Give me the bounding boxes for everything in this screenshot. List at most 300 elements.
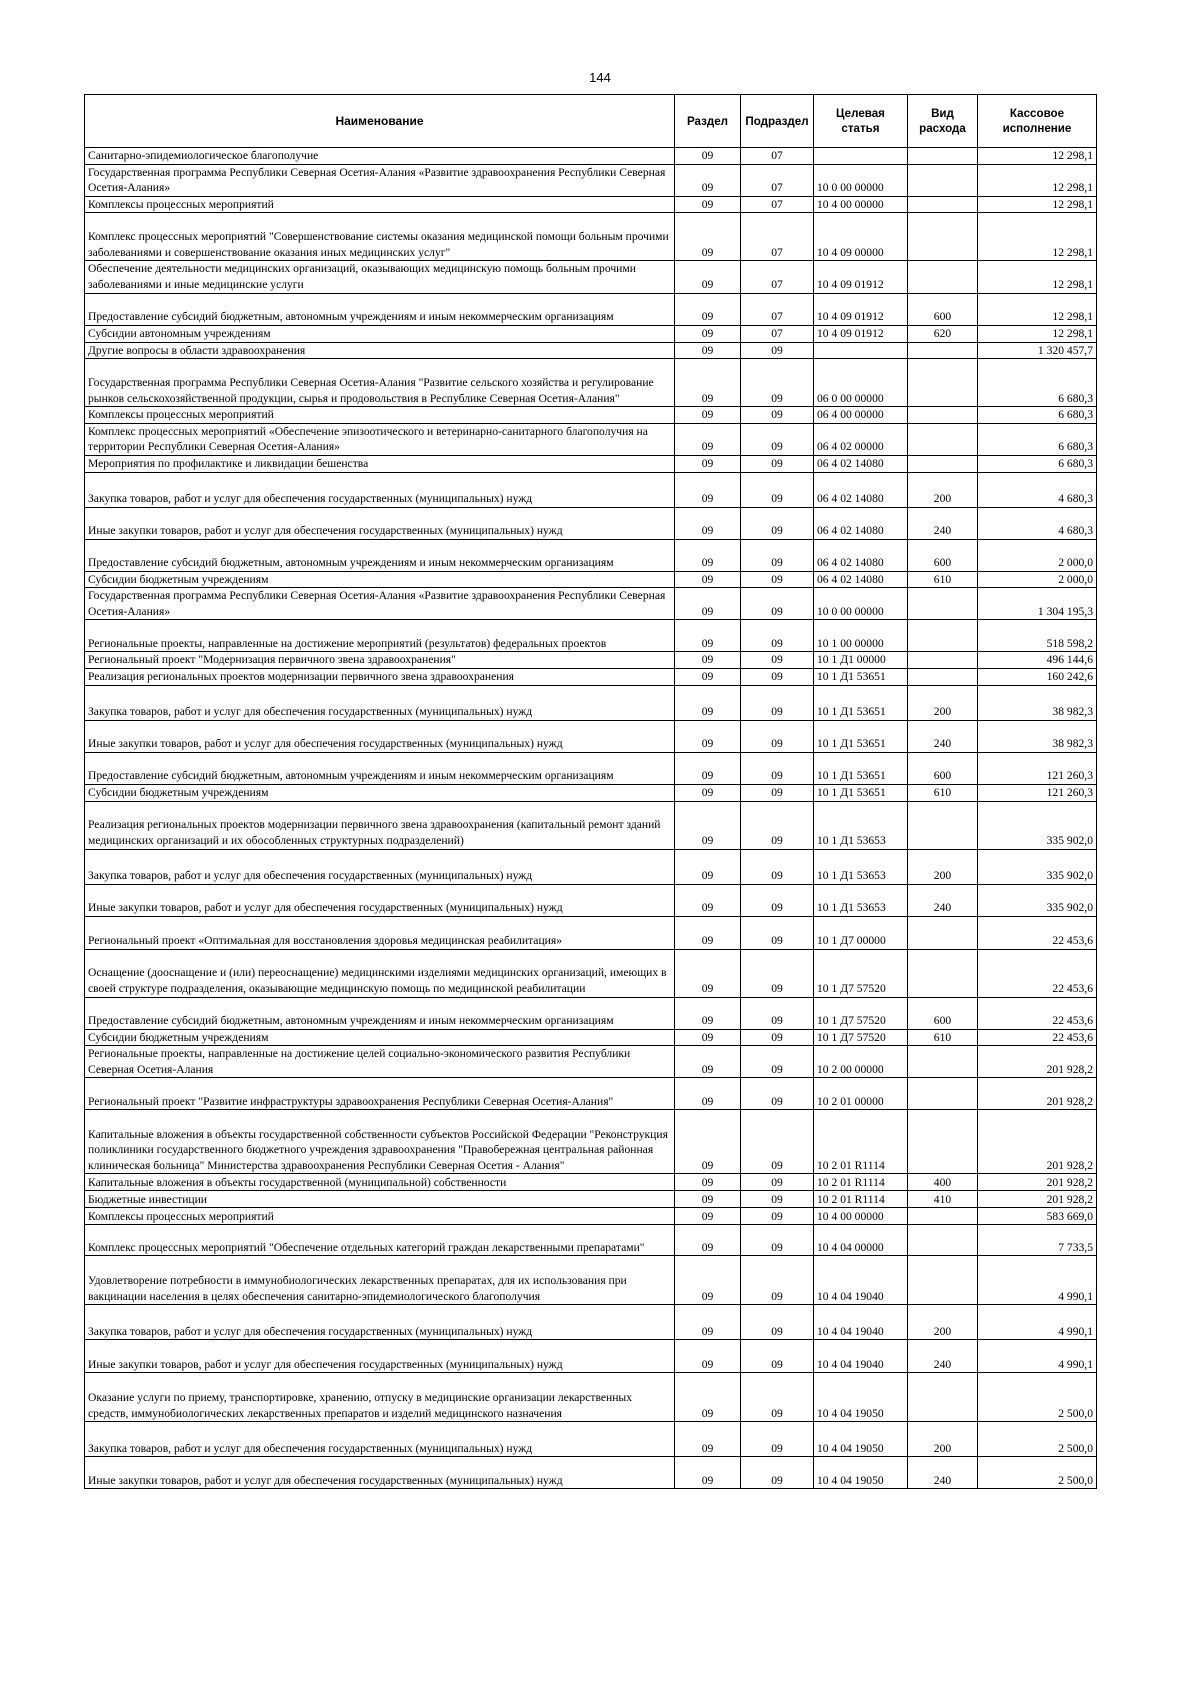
row-amount-cell: 2 500,0 bbox=[978, 1373, 1097, 1422]
row-expense-type-cell bbox=[908, 407, 978, 424]
table-row bbox=[85, 342, 1097, 359]
table-row bbox=[85, 1422, 1097, 1457]
table-row bbox=[85, 1457, 1097, 1489]
row-subsection-cell: 09 bbox=[741, 1225, 814, 1256]
table-row bbox=[85, 472, 1097, 507]
row-section-cell: 09 bbox=[675, 359, 741, 407]
row-expense-type-cell: 240 bbox=[908, 1340, 978, 1373]
row-section-cell: 09 bbox=[675, 849, 741, 884]
row-target-cell: 10 4 04 19050 bbox=[814, 1373, 908, 1422]
row-target-cell bbox=[814, 148, 908, 165]
row-expense-type-cell bbox=[908, 423, 978, 455]
row-name-cell: Капитальные вложения в объекты государственной собственности субъектов Российской Федерации "Реконструкция поликлиники государственного бюджетного учреждения здравоохранения "Правобережная центральная районная клиническая больница" Министерства здравоохранения Республики Северная Осетия - Алания" bbox=[85, 1110, 675, 1174]
row-target-cell: 10 1 Д7 57520 bbox=[814, 1029, 908, 1046]
row-subsection-cell: 07 bbox=[741, 196, 814, 213]
row-name-cell: Бюджетные инвестиции bbox=[85, 1191, 675, 1208]
table-row bbox=[85, 720, 1097, 752]
row-target-cell: 10 4 04 19040 bbox=[814, 1340, 908, 1373]
row-target-cell: 10 4 09 01912 bbox=[814, 261, 908, 293]
row-name-cell: Удовлетворение потребности в иммунобиологических лекарственных препаратах, для их использования при вакцинации населения в целях обеспечения санитарно-эпидемиологического благополучия bbox=[85, 1256, 675, 1305]
row-expense-type-cell bbox=[908, 213, 978, 261]
row-amount-cell: 121 260,3 bbox=[978, 784, 1097, 801]
row-section-cell: 09 bbox=[675, 325, 741, 342]
row-subsection-cell: 09 bbox=[741, 342, 814, 359]
row-section-cell: 09 bbox=[675, 423, 741, 455]
table-row bbox=[85, 261, 1097, 293]
table-row bbox=[85, 1046, 1097, 1078]
row-name-cell: Предоставление субсидий бюджетным, автономным учреждениям и иным некоммерческим организациям bbox=[85, 539, 675, 571]
row-amount-cell: 4 990,1 bbox=[978, 1340, 1097, 1373]
table-row bbox=[85, 668, 1097, 685]
row-section-cell: 09 bbox=[675, 148, 741, 165]
row-expense-type-cell bbox=[908, 916, 978, 949]
row-name-cell: Региональные проекты, направленные на достижение мероприятий (результатов) федеральных проектов bbox=[85, 620, 675, 652]
table-row bbox=[85, 213, 1097, 261]
row-subsection-cell: 09 bbox=[741, 472, 814, 507]
row-subsection-cell: 09 bbox=[741, 1191, 814, 1208]
row-name-cell: Региональный проект "Модернизация первичного звена здравоохранения" bbox=[85, 652, 675, 669]
row-amount-cell: 6 680,3 bbox=[978, 359, 1097, 407]
table-row bbox=[85, 423, 1097, 455]
row-name-cell: Субсидии автономным учреждениям bbox=[85, 325, 675, 342]
row-section-cell: 09 bbox=[675, 455, 741, 472]
table-row bbox=[85, 1191, 1097, 1208]
row-amount-cell: 335 902,0 bbox=[978, 801, 1097, 849]
row-name-cell: Комплекс процессных мероприятий «Обеспечение эпизоотического и ветеринарно-санитарного благополучия на территории Республики Северная Осетия-Алания» bbox=[85, 423, 675, 455]
row-section-cell: 09 bbox=[675, 293, 741, 325]
row-subsection-cell: 09 bbox=[741, 685, 814, 720]
row-subsection-cell: 09 bbox=[741, 668, 814, 685]
row-subsection-cell: 09 bbox=[741, 1340, 814, 1373]
row-expense-type-cell bbox=[908, 801, 978, 849]
row-subsection-cell: 07 bbox=[741, 261, 814, 293]
row-target-cell: 10 4 04 19050 bbox=[814, 1457, 908, 1489]
row-target-cell: 10 1 Д1 53651 bbox=[814, 685, 908, 720]
budget-execution-table bbox=[84, 94, 1097, 1489]
row-amount-cell: 6 680,3 bbox=[978, 423, 1097, 455]
row-subsection-cell: 07 bbox=[741, 148, 814, 165]
row-section-cell: 09 bbox=[675, 620, 741, 652]
row-target-cell: 06 4 02 14080 bbox=[814, 455, 908, 472]
row-name-cell: Региональные проекты, направленные на достижение целей социально-экономического развития Республики Северная Осетия-Алания bbox=[85, 1046, 675, 1078]
row-amount-cell: 22 453,6 bbox=[978, 997, 1097, 1029]
row-expense-type-cell bbox=[908, 949, 978, 997]
row-target-cell: 06 4 02 14080 bbox=[814, 539, 908, 571]
table-row bbox=[85, 685, 1097, 720]
row-name-cell: Комплекс процессных мероприятий "Совершенствование системы оказания медицинской помощи больным прочими заболеваниями и совершенствование оказания иных медицинских услуг" bbox=[85, 213, 675, 261]
row-amount-cell: 335 902,0 bbox=[978, 849, 1097, 884]
table-row bbox=[85, 784, 1097, 801]
table-row bbox=[85, 849, 1097, 884]
row-expense-type-cell: 600 bbox=[908, 752, 978, 784]
row-name-cell: Другие вопросы в области здравоохранения bbox=[85, 342, 675, 359]
row-name-cell: Иные закупки товаров, работ и услуг для обеспечения государственных (муниципальных) нужд bbox=[85, 720, 675, 752]
row-section-cell: 09 bbox=[675, 1225, 741, 1256]
row-amount-cell: 12 298,1 bbox=[978, 293, 1097, 325]
row-subsection-cell: 09 bbox=[741, 784, 814, 801]
row-expense-type-cell: 200 bbox=[908, 1305, 978, 1340]
row-amount-cell: 201 928,2 bbox=[978, 1046, 1097, 1078]
row-name-cell: Санитарно-эпидемиологическое благополучие bbox=[85, 148, 675, 165]
row-subsection-cell: 09 bbox=[741, 1110, 814, 1174]
row-section-cell: 09 bbox=[675, 1305, 741, 1340]
row-expense-type-cell bbox=[908, 652, 978, 669]
row-name-cell: Закупка товаров, работ и услуг для обеспечения государственных (муниципальных) нужд bbox=[85, 849, 675, 884]
row-target-cell: 10 0 00 00000 bbox=[814, 164, 908, 196]
row-section-cell: 09 bbox=[675, 1191, 741, 1208]
row-section-cell: 09 bbox=[675, 507, 741, 539]
row-amount-cell: 2 500,0 bbox=[978, 1422, 1097, 1457]
table-row bbox=[85, 620, 1097, 652]
table-row bbox=[85, 1340, 1097, 1373]
row-name-cell: Субсидии бюджетным учреждениям bbox=[85, 1029, 675, 1046]
row-expense-type-cell bbox=[908, 455, 978, 472]
row-expense-type-cell: 410 bbox=[908, 1191, 978, 1208]
table-row bbox=[85, 1174, 1097, 1191]
row-subsection-cell: 09 bbox=[741, 1256, 814, 1305]
row-amount-cell: 2 000,0 bbox=[978, 539, 1097, 571]
row-target-cell: 06 4 00 00000 bbox=[814, 407, 908, 424]
row-target-cell: 10 4 04 19040 bbox=[814, 1256, 908, 1305]
row-target-cell: 10 1 Д1 53653 bbox=[814, 884, 908, 916]
row-target-cell bbox=[814, 342, 908, 359]
row-target-cell: 10 1 Д1 53651 bbox=[814, 784, 908, 801]
row-name-cell: Иные закупки товаров, работ и услуг для обеспечения государственных (муниципальных) нужд bbox=[85, 1340, 675, 1373]
row-target-cell: 10 1 Д1 53651 bbox=[814, 668, 908, 685]
row-target-cell: 10 2 00 00000 bbox=[814, 1046, 908, 1078]
row-section-cell: 09 bbox=[675, 916, 741, 949]
row-amount-cell: 1 304 195,3 bbox=[978, 588, 1097, 620]
row-amount-cell: 121 260,3 bbox=[978, 752, 1097, 784]
table-row bbox=[85, 196, 1097, 213]
row-target-cell: 10 2 01 R1114 bbox=[814, 1191, 908, 1208]
row-expense-type-cell bbox=[908, 1373, 978, 1422]
row-subsection-cell: 09 bbox=[741, 539, 814, 571]
row-name-cell: Обеспечение деятельности медицинских организаций, оказывающих медицинскую помощь больным прочими заболеваниями и иные медицинские услуги bbox=[85, 261, 675, 293]
row-section-cell: 09 bbox=[675, 1422, 741, 1457]
row-target-cell: 06 4 02 14080 bbox=[814, 571, 908, 588]
row-expense-type-cell: 610 bbox=[908, 1029, 978, 1046]
row-expense-type-cell: 600 bbox=[908, 539, 978, 571]
row-target-cell: 10 1 Д1 53653 bbox=[814, 849, 908, 884]
row-expense-type-cell: 240 bbox=[908, 1457, 978, 1489]
row-section-cell: 09 bbox=[675, 685, 741, 720]
row-target-cell: 10 1 Д7 00000 bbox=[814, 916, 908, 949]
row-subsection-cell: 09 bbox=[741, 407, 814, 424]
row-subsection-cell: 09 bbox=[741, 949, 814, 997]
row-subsection-cell: 09 bbox=[741, 652, 814, 669]
row-amount-cell: 2 500,0 bbox=[978, 1457, 1097, 1489]
row-section-cell: 09 bbox=[675, 196, 741, 213]
row-name-cell: Реализация региональных проектов модернизации первичного звена здравоохранения (капитальный ремонт зданий медицинских организаций и их обособленных структурных подразделений) bbox=[85, 801, 675, 849]
row-section-cell: 09 bbox=[675, 1078, 741, 1110]
row-amount-cell: 12 298,1 bbox=[978, 148, 1097, 165]
row-section-cell: 09 bbox=[675, 1340, 741, 1373]
row-amount-cell: 38 982,3 bbox=[978, 685, 1097, 720]
row-section-cell: 09 bbox=[675, 784, 741, 801]
row-section-cell: 09 bbox=[675, 1457, 741, 1489]
row-section-cell: 09 bbox=[675, 652, 741, 669]
row-subsection-cell: 09 bbox=[741, 752, 814, 784]
row-name-cell: Комплекс процессных мероприятий "Обеспечение отдельных категорий граждан лекарственными препаратами" bbox=[85, 1225, 675, 1256]
row-amount-cell: 583 669,0 bbox=[978, 1208, 1097, 1225]
row-expense-type-cell bbox=[908, 148, 978, 165]
row-name-cell: Иные закупки товаров, работ и услуг для обеспечения государственных (муниципальных) нужд bbox=[85, 507, 675, 539]
row-subsection-cell: 07 bbox=[741, 325, 814, 342]
row-amount-cell: 518 598,2 bbox=[978, 620, 1097, 652]
row-name-cell: Предоставление субсидий бюджетным, автономным учреждениям и иным некоммерческим организациям bbox=[85, 752, 675, 784]
table-row bbox=[85, 325, 1097, 342]
row-expense-type-cell: 610 bbox=[908, 784, 978, 801]
row-expense-type-cell: 240 bbox=[908, 720, 978, 752]
row-expense-type-cell: 200 bbox=[908, 1422, 978, 1457]
row-expense-type-cell bbox=[908, 668, 978, 685]
table-row bbox=[85, 148, 1097, 165]
table-row bbox=[85, 916, 1097, 949]
row-section-cell: 09 bbox=[675, 407, 741, 424]
row-expense-type-cell bbox=[908, 261, 978, 293]
row-amount-cell: 12 298,1 bbox=[978, 196, 1097, 213]
table-row bbox=[85, 1078, 1097, 1110]
row-target-cell: 06 4 02 00000 bbox=[814, 423, 908, 455]
row-amount-cell: 12 298,1 bbox=[978, 164, 1097, 196]
row-expense-type-cell bbox=[908, 164, 978, 196]
row-amount-cell: 4 990,1 bbox=[978, 1256, 1097, 1305]
row-expense-type-cell bbox=[908, 1256, 978, 1305]
table-row bbox=[85, 1208, 1097, 1225]
row-name-cell: Оснащение (дооснащение и (или) переоснащение) медицинскими изделиями медицинских организаций, имеющих в своей структуре подразделения, оказывающие медицинскую помощь по медицинской реабилитации bbox=[85, 949, 675, 997]
row-amount-cell: 22 453,6 bbox=[978, 949, 1097, 997]
table-row bbox=[85, 884, 1097, 916]
row-amount-cell: 22 453,6 bbox=[978, 916, 1097, 949]
table-body bbox=[85, 148, 1097, 1489]
row-expense-type-cell: 200 bbox=[908, 849, 978, 884]
row-expense-type-cell: 240 bbox=[908, 507, 978, 539]
row-target-cell: 06 4 02 14080 bbox=[814, 507, 908, 539]
row-subsection-cell: 09 bbox=[741, 571, 814, 588]
row-name-cell: Комплексы процессных мероприятий bbox=[85, 1208, 675, 1225]
row-section-cell: 09 bbox=[675, 1110, 741, 1174]
column-header-target: Целевая статья bbox=[814, 95, 908, 148]
column-header-subsection: Подраздел bbox=[741, 95, 814, 148]
column-header-amount: Кассовое исполнение bbox=[978, 95, 1097, 148]
row-amount-cell: 4 680,3 bbox=[978, 507, 1097, 539]
row-section-cell: 09 bbox=[675, 588, 741, 620]
row-expense-type-cell bbox=[908, 359, 978, 407]
row-expense-type-cell bbox=[908, 1046, 978, 1078]
table-row bbox=[85, 1110, 1097, 1174]
row-name-cell: Реализация региональных проектов модернизации первичного звена здравоохранения bbox=[85, 668, 675, 685]
row-expense-type-cell bbox=[908, 620, 978, 652]
row-subsection-cell: 09 bbox=[741, 1305, 814, 1340]
row-amount-cell: 6 680,3 bbox=[978, 455, 1097, 472]
row-target-cell: 10 4 09 01912 bbox=[814, 293, 908, 325]
row-target-cell: 10 2 01 R1114 bbox=[814, 1174, 908, 1191]
table-row bbox=[85, 539, 1097, 571]
row-subsection-cell: 09 bbox=[741, 455, 814, 472]
row-target-cell: 10 4 04 19040 bbox=[814, 1305, 908, 1340]
row-section-cell: 09 bbox=[675, 1373, 741, 1422]
row-expense-type-cell: 400 bbox=[908, 1174, 978, 1191]
table-row bbox=[85, 1373, 1097, 1422]
row-subsection-cell: 09 bbox=[741, 916, 814, 949]
row-name-cell: Предоставление субсидий бюджетным, автономным учреждениям и иным некоммерческим организациям bbox=[85, 997, 675, 1029]
column-header-section: Раздел bbox=[675, 95, 741, 148]
row-target-cell: 10 1 Д1 53651 bbox=[814, 752, 908, 784]
row-subsection-cell: 09 bbox=[741, 997, 814, 1029]
row-amount-cell: 160 242,6 bbox=[978, 668, 1097, 685]
row-section-cell: 09 bbox=[675, 472, 741, 507]
row-subsection-cell: 09 bbox=[741, 423, 814, 455]
table-row bbox=[85, 1029, 1097, 1046]
row-name-cell: Закупка товаров, работ и услуг для обеспечения государственных (муниципальных) нужд bbox=[85, 1305, 675, 1340]
row-amount-cell: 496 144,6 bbox=[978, 652, 1097, 669]
row-target-cell: 10 0 00 00000 bbox=[814, 588, 908, 620]
row-name-cell: Капитальные вложения в объекты государственной (муниципальной) собственности bbox=[85, 1174, 675, 1191]
row-subsection-cell: 09 bbox=[741, 1174, 814, 1191]
column-header-name: Наименование bbox=[85, 95, 675, 148]
row-expense-type-cell bbox=[908, 342, 978, 359]
row-name-cell: Государственная программа Республики Северная Осетия-Алания «Развитие здравоохранения Республики Северная Осетия-Алания» bbox=[85, 164, 675, 196]
row-target-cell: 10 1 00 00000 bbox=[814, 620, 908, 652]
row-section-cell: 09 bbox=[675, 668, 741, 685]
row-target-cell: 10 2 01 00000 bbox=[814, 1078, 908, 1110]
row-target-cell: 10 1 Д1 53653 bbox=[814, 801, 908, 849]
row-expense-type-cell bbox=[908, 1110, 978, 1174]
row-subsection-cell: 09 bbox=[741, 849, 814, 884]
row-subsection-cell: 09 bbox=[741, 720, 814, 752]
row-target-cell: 10 1 Д7 57520 bbox=[814, 949, 908, 997]
row-name-cell: Закупка товаров, работ и услуг для обеспечения государственных (муниципальных) нужд bbox=[85, 472, 675, 507]
table-row bbox=[85, 801, 1097, 849]
row-name-cell: Региональный проект «Оптимальная для восстановления здоровья медицинская реабилитация» bbox=[85, 916, 675, 949]
table-row bbox=[85, 652, 1097, 669]
row-target-cell: 10 1 Д7 57520 bbox=[814, 997, 908, 1029]
row-amount-cell: 335 902,0 bbox=[978, 884, 1097, 916]
row-target-cell: 10 1 Д1 00000 bbox=[814, 652, 908, 669]
row-section-cell: 09 bbox=[675, 539, 741, 571]
table-row bbox=[85, 507, 1097, 539]
row-amount-cell: 4 680,3 bbox=[978, 472, 1097, 507]
row-section-cell: 09 bbox=[675, 164, 741, 196]
row-section-cell: 09 bbox=[675, 720, 741, 752]
row-section-cell: 09 bbox=[675, 1046, 741, 1078]
row-amount-cell: 2 000,0 bbox=[978, 571, 1097, 588]
row-expense-type-cell bbox=[908, 1208, 978, 1225]
row-amount-cell: 22 453,6 bbox=[978, 1029, 1097, 1046]
table-row bbox=[85, 1305, 1097, 1340]
row-section-cell: 09 bbox=[675, 1256, 741, 1305]
row-subsection-cell: 09 bbox=[741, 620, 814, 652]
row-amount-cell: 12 298,1 bbox=[978, 261, 1097, 293]
row-subsection-cell: 09 bbox=[741, 588, 814, 620]
row-subsection-cell: 09 bbox=[741, 1457, 814, 1489]
row-amount-cell: 201 928,2 bbox=[978, 1078, 1097, 1110]
row-amount-cell: 1 320 457,7 bbox=[978, 342, 1097, 359]
row-amount-cell: 4 990,1 bbox=[978, 1305, 1097, 1340]
row-section-cell: 09 bbox=[675, 949, 741, 997]
row-name-cell: Мероприятия по профилактике и ликвидации бешенства bbox=[85, 455, 675, 472]
row-name-cell: Региональный проект "Развитие инфраструктуры здравоохранения Республики Северная Осетия-Алания" bbox=[85, 1078, 675, 1110]
row-section-cell: 09 bbox=[675, 571, 741, 588]
row-subsection-cell: 07 bbox=[741, 164, 814, 196]
row-section-cell: 09 bbox=[675, 342, 741, 359]
row-subsection-cell: 07 bbox=[741, 293, 814, 325]
row-expense-type-cell bbox=[908, 1078, 978, 1110]
row-section-cell: 09 bbox=[675, 213, 741, 261]
row-target-cell: 10 4 09 00000 bbox=[814, 213, 908, 261]
table-header-row bbox=[85, 95, 1097, 148]
row-subsection-cell: 09 bbox=[741, 884, 814, 916]
table-row bbox=[85, 1256, 1097, 1305]
table-row bbox=[85, 1225, 1097, 1256]
row-amount-cell: 38 982,3 bbox=[978, 720, 1097, 752]
table-row bbox=[85, 455, 1097, 472]
row-amount-cell: 6 680,3 bbox=[978, 407, 1097, 424]
row-target-cell: 10 4 04 00000 bbox=[814, 1225, 908, 1256]
row-target-cell: 06 4 02 14080 bbox=[814, 472, 908, 507]
row-expense-type-cell bbox=[908, 588, 978, 620]
table-row bbox=[85, 407, 1097, 424]
row-subsection-cell: 09 bbox=[741, 507, 814, 539]
row-amount-cell: 7 733,5 bbox=[978, 1225, 1097, 1256]
table-row bbox=[85, 293, 1097, 325]
row-target-cell: 10 4 00 00000 bbox=[814, 196, 908, 213]
row-name-cell: Иные закупки товаров, работ и услуг для обеспечения государственных (муниципальных) нужд bbox=[85, 1457, 675, 1489]
row-amount-cell: 201 928,2 bbox=[978, 1191, 1097, 1208]
table-row bbox=[85, 359, 1097, 407]
row-section-cell: 09 bbox=[675, 1174, 741, 1191]
row-name-cell: Закупка товаров, работ и услуг для обеспечения государственных (муниципальных) нужд bbox=[85, 1422, 675, 1457]
row-expense-type-cell: 240 bbox=[908, 884, 978, 916]
row-section-cell: 09 bbox=[675, 801, 741, 849]
row-target-cell: 06 0 00 00000 bbox=[814, 359, 908, 407]
row-section-cell: 09 bbox=[675, 997, 741, 1029]
row-expense-type-cell: 600 bbox=[908, 293, 978, 325]
row-expense-type-cell: 200 bbox=[908, 685, 978, 720]
row-name-cell: Предоставление субсидий бюджетным, автономным учреждениям и иным некоммерческим организациям bbox=[85, 293, 675, 325]
row-section-cell: 09 bbox=[675, 884, 741, 916]
row-expense-type-cell bbox=[908, 1225, 978, 1256]
row-name-cell: Государственная программа Республики Северная Осетия-Алания «Развитие здравоохранения Республики Северная Осетия-Алания» bbox=[85, 588, 675, 620]
row-subsection-cell: 09 bbox=[741, 1208, 814, 1225]
row-section-cell: 09 bbox=[675, 1208, 741, 1225]
row-subsection-cell: 09 bbox=[741, 1046, 814, 1078]
row-name-cell: Комплексы процессных мероприятий bbox=[85, 407, 675, 424]
row-expense-type-cell bbox=[908, 196, 978, 213]
row-subsection-cell: 09 bbox=[741, 1078, 814, 1110]
row-expense-type-cell: 600 bbox=[908, 997, 978, 1029]
row-target-cell: 10 1 Д1 53651 bbox=[814, 720, 908, 752]
row-target-cell: 10 4 04 19050 bbox=[814, 1422, 908, 1457]
row-expense-type-cell: 610 bbox=[908, 571, 978, 588]
row-amount-cell: 12 298,1 bbox=[978, 325, 1097, 342]
row-expense-type-cell: 620 bbox=[908, 325, 978, 342]
row-name-cell: Комплексы процессных мероприятий bbox=[85, 196, 675, 213]
row-target-cell: 10 2 01 R1114 bbox=[814, 1110, 908, 1174]
row-subsection-cell: 09 bbox=[741, 1373, 814, 1422]
row-name-cell: Иные закупки товаров, работ и услуг для обеспечения государственных (муниципальных) нужд bbox=[85, 884, 675, 916]
page-number: 144 bbox=[589, 70, 611, 85]
row-target-cell: 10 4 00 00000 bbox=[814, 1208, 908, 1225]
table-row bbox=[85, 949, 1097, 997]
row-subsection-cell: 09 bbox=[741, 1029, 814, 1046]
table-row bbox=[85, 588, 1097, 620]
table-row bbox=[85, 571, 1097, 588]
row-subsection-cell: 09 bbox=[741, 359, 814, 407]
row-name-cell: Субсидии бюджетным учреждениям bbox=[85, 571, 675, 588]
row-section-cell: 09 bbox=[675, 752, 741, 784]
